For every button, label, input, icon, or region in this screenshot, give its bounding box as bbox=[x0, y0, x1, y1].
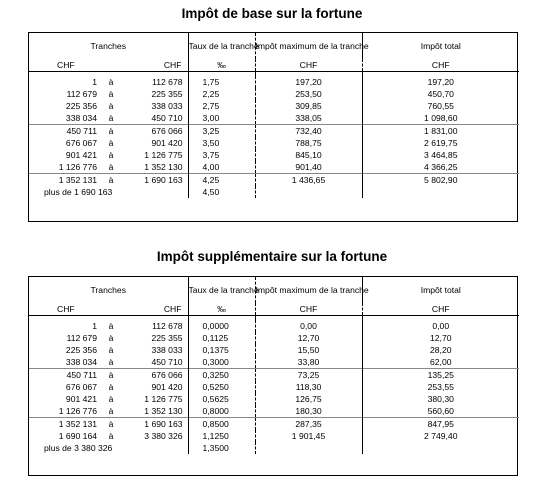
header-taux: Taux de la tranche bbox=[188, 33, 255, 59]
tranche-separator: à bbox=[108, 113, 114, 123]
tranche-total-tax: 1 831,00 bbox=[362, 125, 519, 138]
tranche-separator: à bbox=[108, 406, 114, 416]
table2-body bbox=[29, 316, 519, 455]
tranche-from: 1 126 776 bbox=[58, 162, 97, 172]
tranche-total-tax: 253,55 bbox=[362, 381, 519, 393]
empty-cell bbox=[362, 186, 519, 198]
tranche-total-tax: 2 749,40 bbox=[362, 430, 519, 442]
tranche-to: 901 420 bbox=[151, 382, 183, 392]
tranche-total-tax: 135,25 bbox=[362, 369, 519, 382]
tranche-from: 676 067 bbox=[65, 138, 97, 148]
header-taux: Taux de la tranche bbox=[188, 277, 255, 303]
tranche-to: 1 690 163 bbox=[121, 174, 188, 187]
tranche-max-tax: 118,30 bbox=[255, 381, 362, 393]
tranche-total-tax: 4 366,25 bbox=[362, 161, 519, 174]
tranche-separator: à bbox=[108, 345, 114, 355]
table-row bbox=[29, 405, 519, 418]
tranche-to: 450 710 bbox=[151, 357, 183, 367]
empty-cell bbox=[255, 186, 362, 198]
table-row bbox=[29, 76, 519, 88]
table-row-last bbox=[29, 442, 519, 454]
tranche-to: 1 690 163 bbox=[121, 418, 188, 431]
tranche-max-tax: 15,50 bbox=[255, 344, 362, 356]
tranche-rate: 2,75 bbox=[188, 100, 255, 112]
tranche-separator: à bbox=[101, 369, 121, 382]
tranche-total-tax: 5 802,90 bbox=[362, 174, 519, 187]
tranche-from: 901 421 bbox=[65, 394, 97, 404]
tranche-total-tax: 560,60 bbox=[362, 405, 519, 418]
tranche-max-tax: 788,75 bbox=[255, 137, 362, 149]
tranche-separator: à bbox=[108, 321, 114, 331]
tranche-rate: 0,3000 bbox=[188, 356, 255, 369]
header-total: Impôt total bbox=[362, 33, 519, 59]
unit-from: CHF bbox=[29, 59, 121, 72]
tranche-separator: à bbox=[108, 138, 114, 148]
tranche-rate: 0,5625 bbox=[188, 393, 255, 405]
tranche-rate: 4,00 bbox=[188, 161, 255, 174]
tranche-separator: à bbox=[108, 77, 114, 87]
tranche-from: 676 067 bbox=[65, 382, 97, 392]
tranche-max-tax: 901,40 bbox=[255, 161, 362, 174]
tranche-rate: 4,50 bbox=[188, 186, 255, 198]
tranche-max-tax: 197,20 bbox=[255, 76, 362, 88]
tranche-max-tax: 126,75 bbox=[255, 393, 362, 405]
tranche-rate: 0,5250 bbox=[188, 381, 255, 393]
tranche-max-tax: 180,30 bbox=[255, 405, 362, 418]
tranche-separator: à bbox=[108, 162, 114, 172]
tranche-separator: à bbox=[108, 150, 114, 160]
table-row bbox=[29, 161, 519, 174]
tranche-separator: à bbox=[108, 382, 114, 392]
tranche-rate: 2,25 bbox=[188, 88, 255, 100]
tranche-max-tax: 287,35 bbox=[255, 418, 362, 431]
table-row bbox=[29, 88, 519, 100]
unit-from: CHF bbox=[29, 303, 121, 316]
header-tranches: Tranches bbox=[90, 40, 127, 51]
table-row bbox=[29, 112, 519, 125]
tranche-to: 225 355 bbox=[151, 333, 183, 343]
tranche-from: 1 690 164 bbox=[58, 431, 97, 441]
unit-to: CHF bbox=[121, 59, 188, 72]
tranche-total-tax: 62,00 bbox=[362, 356, 519, 369]
tranche-max-tax: 338,05 bbox=[255, 112, 362, 125]
empty-cell bbox=[362, 442, 519, 454]
tranche-above: plus de 3 380 326 bbox=[44, 443, 113, 453]
tranche-from: 338 034 bbox=[65, 357, 97, 367]
tranche-to: 1 126 775 bbox=[144, 394, 183, 404]
tranche-to: 1 352 130 bbox=[144, 162, 183, 172]
tranche-rate: 0,8000 bbox=[188, 405, 255, 418]
tranche-max-tax: 1 436,65 bbox=[255, 174, 362, 187]
header-max: Impôt maximum de la tranche bbox=[255, 33, 362, 59]
tranche-to: 676 066 bbox=[121, 369, 188, 382]
tranche-max-tax: 732,40 bbox=[255, 125, 362, 138]
tranche-above: plus de 1 690 163 bbox=[44, 187, 113, 197]
table-row bbox=[29, 356, 519, 369]
unit-max: CHF bbox=[255, 59, 362, 72]
table-row-last bbox=[29, 186, 519, 198]
table-row bbox=[29, 174, 519, 187]
tranche-from: 901 421 bbox=[65, 150, 97, 160]
tranche-separator: à bbox=[108, 357, 114, 367]
tranche-from: 1 bbox=[92, 77, 97, 87]
tranche-total-tax: 28,20 bbox=[362, 344, 519, 356]
tranche-rate: 1,1250 bbox=[188, 430, 255, 442]
header-tranches: Tranches bbox=[90, 284, 127, 295]
unit-rate: ‰ bbox=[188, 303, 255, 316]
tranche-separator: à bbox=[108, 333, 114, 343]
table-row bbox=[29, 393, 519, 405]
tranche-from: 1 352 131 bbox=[29, 418, 101, 431]
table-row bbox=[29, 369, 519, 382]
tranche-from: 225 356 bbox=[65, 101, 97, 111]
tranche-separator: à bbox=[108, 394, 114, 404]
tranche-max-tax: 845,10 bbox=[255, 149, 362, 161]
table-row bbox=[29, 320, 519, 332]
wealth-tax-base-table bbox=[28, 32, 518, 222]
table-row bbox=[29, 430, 519, 442]
tranche-rate: 0,1375 bbox=[188, 344, 255, 356]
table-row bbox=[29, 137, 519, 149]
table1-title: Impôt de base sur la fortune bbox=[181, 6, 363, 21]
tranche-to: 112 678 bbox=[152, 77, 183, 87]
header-total: Impôt total bbox=[362, 277, 519, 303]
tranche-rate: 3,25 bbox=[188, 125, 255, 138]
tranche-max-tax: 309,85 bbox=[255, 100, 362, 112]
tranche-to: 112 678 bbox=[152, 321, 183, 331]
tranche-separator: à bbox=[101, 174, 121, 187]
tranche-separator: à bbox=[108, 101, 114, 111]
tranche-rate: 0,3250 bbox=[188, 369, 255, 382]
tranche-to: 1 126 775 bbox=[144, 150, 183, 160]
tranche-max-tax: 1 901,45 bbox=[255, 430, 362, 442]
table-row bbox=[29, 332, 519, 344]
tranche-rate: 4,25 bbox=[188, 174, 255, 187]
tranche-from: 225 356 bbox=[65, 345, 97, 355]
tranche-from: 1 126 776 bbox=[58, 406, 97, 416]
tranche-total-tax: 450,70 bbox=[362, 88, 519, 100]
tranche-separator: à bbox=[108, 89, 114, 99]
tranche-total-tax: 760,55 bbox=[362, 100, 519, 112]
tranche-from: 112 679 bbox=[66, 89, 97, 99]
tranche-to: 225 355 bbox=[151, 89, 183, 99]
table-row bbox=[29, 149, 519, 161]
tranche-rate: 3,50 bbox=[188, 137, 255, 149]
empty-cell bbox=[255, 442, 362, 454]
unit-to: CHF bbox=[121, 303, 188, 316]
tranche-from: 1 352 131 bbox=[29, 174, 101, 187]
tranche-total-tax: 380,30 bbox=[362, 393, 519, 405]
tranche-total-tax: 1 098,60 bbox=[362, 112, 519, 125]
tranche-max-tax: 0,00 bbox=[255, 320, 362, 332]
table-row bbox=[29, 418, 519, 431]
tranche-separator: à bbox=[108, 431, 114, 441]
unit-total: CHF bbox=[362, 59, 519, 72]
tranche-separator: à bbox=[101, 418, 121, 431]
tranche-to: 3 380 326 bbox=[144, 431, 183, 441]
tranche-from: 1 bbox=[92, 321, 97, 331]
tranche-to: 676 066 bbox=[121, 125, 188, 138]
tranche-to: 1 352 130 bbox=[144, 406, 183, 416]
unit-rate: ‰ bbox=[188, 59, 255, 72]
tranche-to: 338 033 bbox=[151, 345, 183, 355]
tranche-max-tax: 253,50 bbox=[255, 88, 362, 100]
tranche-total-tax: 0,00 bbox=[362, 320, 519, 332]
table1-body bbox=[29, 72, 519, 199]
header-max: Impôt maximum de la tranche bbox=[255, 277, 362, 303]
tranche-max-tax: 33,80 bbox=[255, 356, 362, 369]
tranche-from: 450 711 bbox=[29, 369, 101, 382]
tranche-rate: 0,8500 bbox=[188, 418, 255, 431]
tranche-total-tax: 2 619,75 bbox=[362, 137, 519, 149]
tranche-rate: 3,00 bbox=[188, 112, 255, 125]
table-row bbox=[29, 381, 519, 393]
tranche-rate: 1,3500 bbox=[188, 442, 255, 454]
tranche-separator: à bbox=[101, 125, 121, 138]
table2-grid bbox=[29, 277, 519, 454]
tranche-to: 901 420 bbox=[151, 138, 183, 148]
wealth-tax-supplementary-table bbox=[28, 276, 518, 476]
table2-title: Impôt supplémentaire sur la fortune bbox=[156, 249, 388, 264]
tranche-total-tax: 197,20 bbox=[362, 76, 519, 88]
tranche-rate: 1,75 bbox=[188, 76, 255, 88]
tranche-rate: 0,1125 bbox=[188, 332, 255, 344]
tranche-from: 112 679 bbox=[66, 333, 97, 343]
table-row bbox=[29, 100, 519, 112]
table-row bbox=[29, 125, 519, 138]
table-row bbox=[29, 344, 519, 356]
tranche-max-tax: 73,25 bbox=[255, 369, 362, 382]
tranche-total-tax: 847,95 bbox=[362, 418, 519, 431]
tranche-max-tax: 12,70 bbox=[255, 332, 362, 344]
tranche-from: 450 711 bbox=[29, 125, 101, 138]
table1-grid bbox=[29, 33, 519, 198]
tranche-from: 338 034 bbox=[65, 113, 97, 123]
tranche-total-tax: 3 464,85 bbox=[362, 149, 519, 161]
unit-total: CHF bbox=[362, 303, 519, 316]
tranche-to: 450 710 bbox=[151, 113, 183, 123]
tranche-rate: 0,0000 bbox=[188, 320, 255, 332]
tranche-total-tax: 12,70 bbox=[362, 332, 519, 344]
tranche-rate: 3,75 bbox=[188, 149, 255, 161]
tranche-to: 338 033 bbox=[151, 101, 183, 111]
unit-max: CHF bbox=[255, 303, 362, 316]
